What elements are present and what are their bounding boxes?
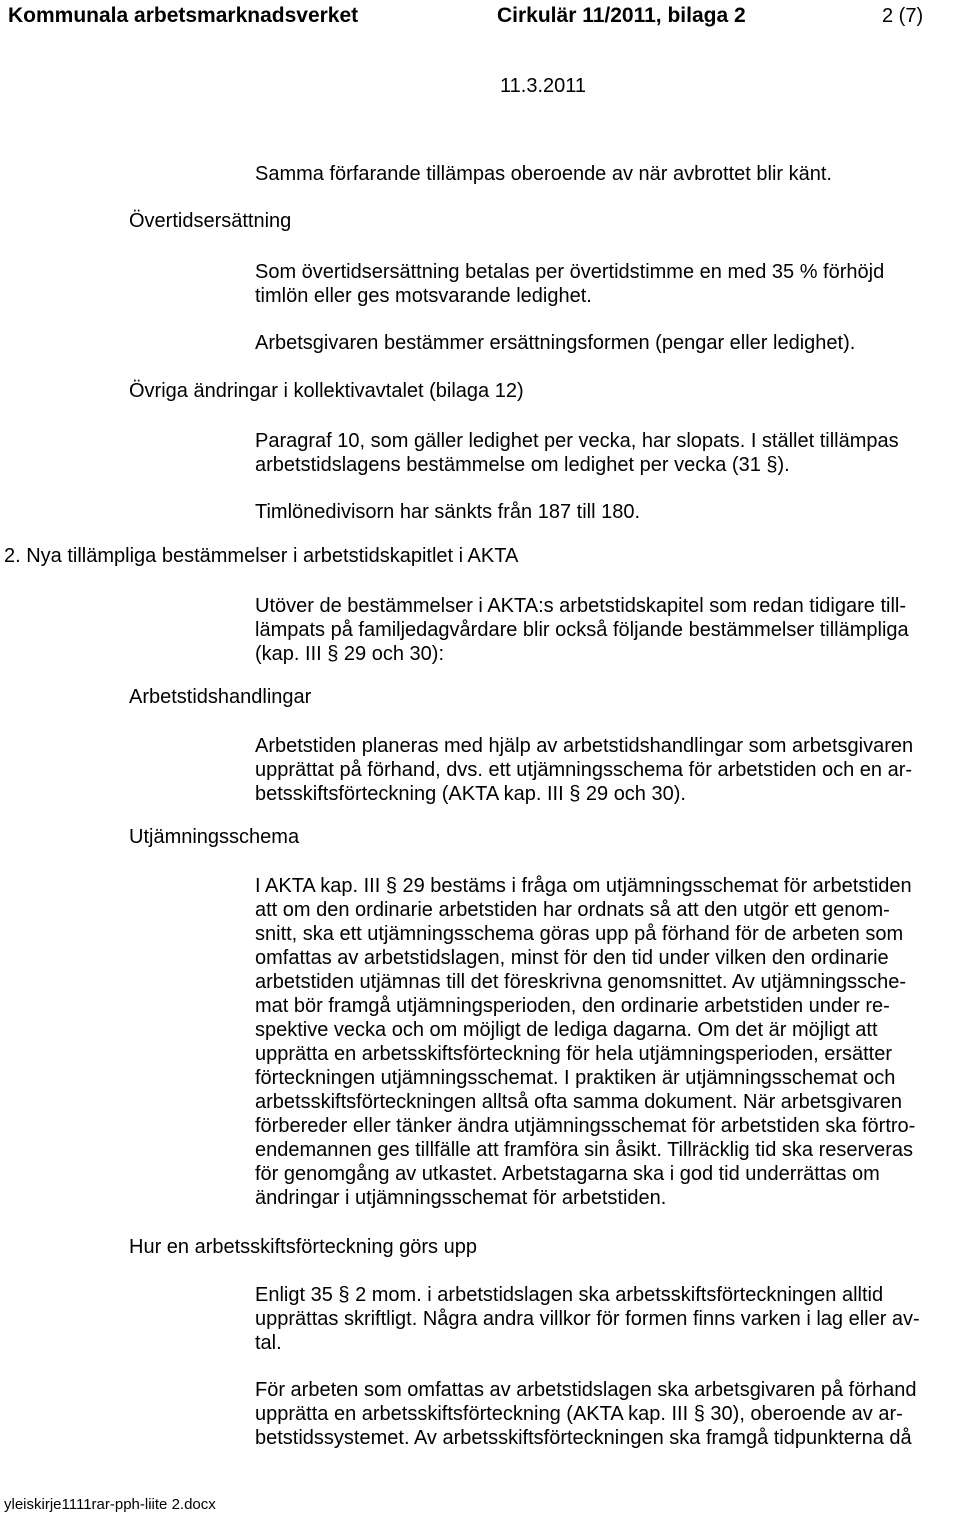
text-fragment: 29 bestäms i fråga om utjämningsschemat för arbetstiden (396, 875, 912, 897)
paragraph-for-arbeten (255, 1378, 916, 1450)
text-fragment: ). (777, 454, 790, 476)
header-organization: Kommunala arbetsmarknadsverket (8, 4, 359, 27)
footer-filename: yleiskirje1111rar-pph-liite 2.docx (4, 1496, 216, 1513)
section-sign: § (327, 643, 339, 665)
text-line: upprättat på förhand, dvs. ett utjämningsschema för arbetstiden och en ar- (255, 759, 913, 781)
text-line: för genomgång av utkastet. Arbetstagarna ska i god tid underrättas om (255, 1163, 880, 1185)
text-line: arbetsskiftsförteckningen alltså ofta samma dokument. När arbetsgivaren (255, 1091, 902, 1113)
text-line: lämpats på familjedagvårdare blir också följande bestämmelser tillämpliga (255, 619, 909, 641)
text-line: spektive vecka och om möjligt de lediga dagarna. Om det är möjligt att (255, 1019, 878, 1041)
text-line: Timlönedivisorn har sänkts från 187 till 180. (255, 501, 640, 523)
text-line: omfattas av arbetstidslagen, minst för den tid under vilken den ordinarie (255, 947, 889, 969)
text-line: timlön eller ges motsvarande ledighet. (255, 285, 592, 307)
text-fragment: 29 och 30): (338, 643, 444, 665)
text-line: Samma förfarande tillämpas oberoende av när avbrottet blir känt. (255, 163, 832, 185)
header-date: 11.3.2011 (500, 75, 587, 97)
section-sign: § (385, 875, 397, 897)
text-line: förbereder eller tänker ändra utjämningsschemat för arbetstiden ska förtro- (255, 1115, 916, 1137)
text-line: snitt, ska ett utjämningsschema göras upp på förhand för de arbeten som (255, 923, 904, 945)
text-fragment: 2 mom. i arbetstidslagen ska arbetsskiftsförteckningen alltid (349, 1284, 884, 1306)
section-sign: § (766, 454, 778, 476)
text-fragment: betsskiftsförteckning (AKTA kap. III (255, 783, 570, 805)
text-fragment: arbetstidslagens bestämmelse om ledighet per vecka (31 (255, 454, 767, 476)
text-line (255, 1402, 916, 1426)
paragraph-overtidsersattning (255, 260, 884, 308)
section-sign: § (693, 1403, 705, 1425)
section-sign: § (338, 1284, 350, 1306)
text-line: ändringar i utjämningsschemat för arbetstiden. (255, 1187, 667, 1209)
paragraph-samma-forfarande (255, 162, 832, 186)
paragraph-akta-29 (255, 874, 915, 1210)
text-fragment: 29 och 30). (580, 783, 686, 805)
text-fragment: upprätta en arbetsskiftsförteckning (AKTA kap. III (255, 1403, 694, 1425)
paragraph-paragraf-10 (255, 429, 899, 477)
section-sign: § (569, 783, 581, 805)
paragraph-timlonedivisorn (255, 500, 640, 524)
text-line: Arbetsgivaren bestämmer ersättningsformen (pengar eller ledighet). (255, 332, 856, 354)
text-line: att om den ordinarie arbetstiden har ordnats så att den utgör ett genom- (255, 899, 890, 921)
text-fragment: I AKTA kap. III (255, 875, 386, 897)
paragraph-ersattningsformen (255, 331, 855, 355)
text-line: mat bör framgå utjämningsperioden, den ordinarie arbetstiden under re- (255, 995, 890, 1017)
heading-ovriga-andringar: Övriga ändringar i kollektivavtalet (bilaga 12) (129, 380, 524, 402)
text-line: upprättas skriftligt. Några andra villkor för formen finns varken i lag eller av- (255, 1308, 920, 1330)
text-fragment: Enligt 35 (255, 1284, 339, 1306)
heading-arbetstidshandlingar: Arbetstidshandlingar (129, 686, 312, 708)
header-page-number: 2 (7) (882, 5, 924, 27)
paragraph-utover (255, 594, 909, 666)
text-line: Paragraf 10, som gäller ledighet per vecka, har slopats. I stället tillämpas (255, 430, 899, 452)
text-line: förteckningen utjämningsschemat. I praktiken är utjämningsschemat och (255, 1067, 896, 1089)
heading-overtidsersattning: Övertidsersättning (129, 210, 292, 232)
header-circular: Cirkulär 11/2011, bilaga 2 (497, 4, 746, 27)
text-line: betstidssystemet. Av arbetsskiftsförteckningen ska framgå tidpunkterna då (255, 1427, 912, 1449)
text-line (255, 782, 913, 806)
heading-hur-arbetsskiftsforteckning: Hur en arbetsskiftsförteckning görs upp (129, 1236, 477, 1258)
text-line (255, 874, 915, 898)
text-line: Som övertidsersättning betalas per övertidstimme en med 35 % förhöjd (255, 261, 885, 283)
text-line: För arbeten som omfattas av arbetstidslagen ska arbetsgivaren på förhand (255, 1379, 917, 1401)
text-line: upprätta en arbetsskiftsförteckning för hela utjämningsperioden, ersätter (255, 1043, 893, 1065)
paragraph-arbetstiden-planeras (255, 734, 913, 806)
heading-utjamningsschema: Utjämningsschema (129, 826, 300, 848)
text-line: Utöver de bestämmelser i AKTA:s arbetstidskapitel som redan tidigare till- (255, 595, 907, 617)
text-line: Arbetstiden planeras med hjälp av arbetstidshandlingar som arbetsgivaren (255, 735, 914, 757)
text-fragment: 30), oberoende av ar- (704, 1403, 903, 1425)
paragraph-enligt-35 (255, 1283, 920, 1355)
text-line: tal. (255, 1332, 282, 1354)
text-line: endemannen ges tillfälle att framföra sin åsikt. Tillräcklig tid ska reserveras (255, 1139, 914, 1161)
text-line (255, 453, 899, 477)
text-line: arbetstiden utjämnas till det föreskrivna genomsnittet. Av utjämningssche- (255, 971, 907, 993)
text-fragment: (kap. III (255, 643, 328, 665)
heading-section-2: 2. Nya tillämpliga bestämmelser i arbetstidskapitlet i AKTA (4, 545, 519, 567)
text-line (255, 642, 909, 666)
text-line (255, 1283, 920, 1307)
